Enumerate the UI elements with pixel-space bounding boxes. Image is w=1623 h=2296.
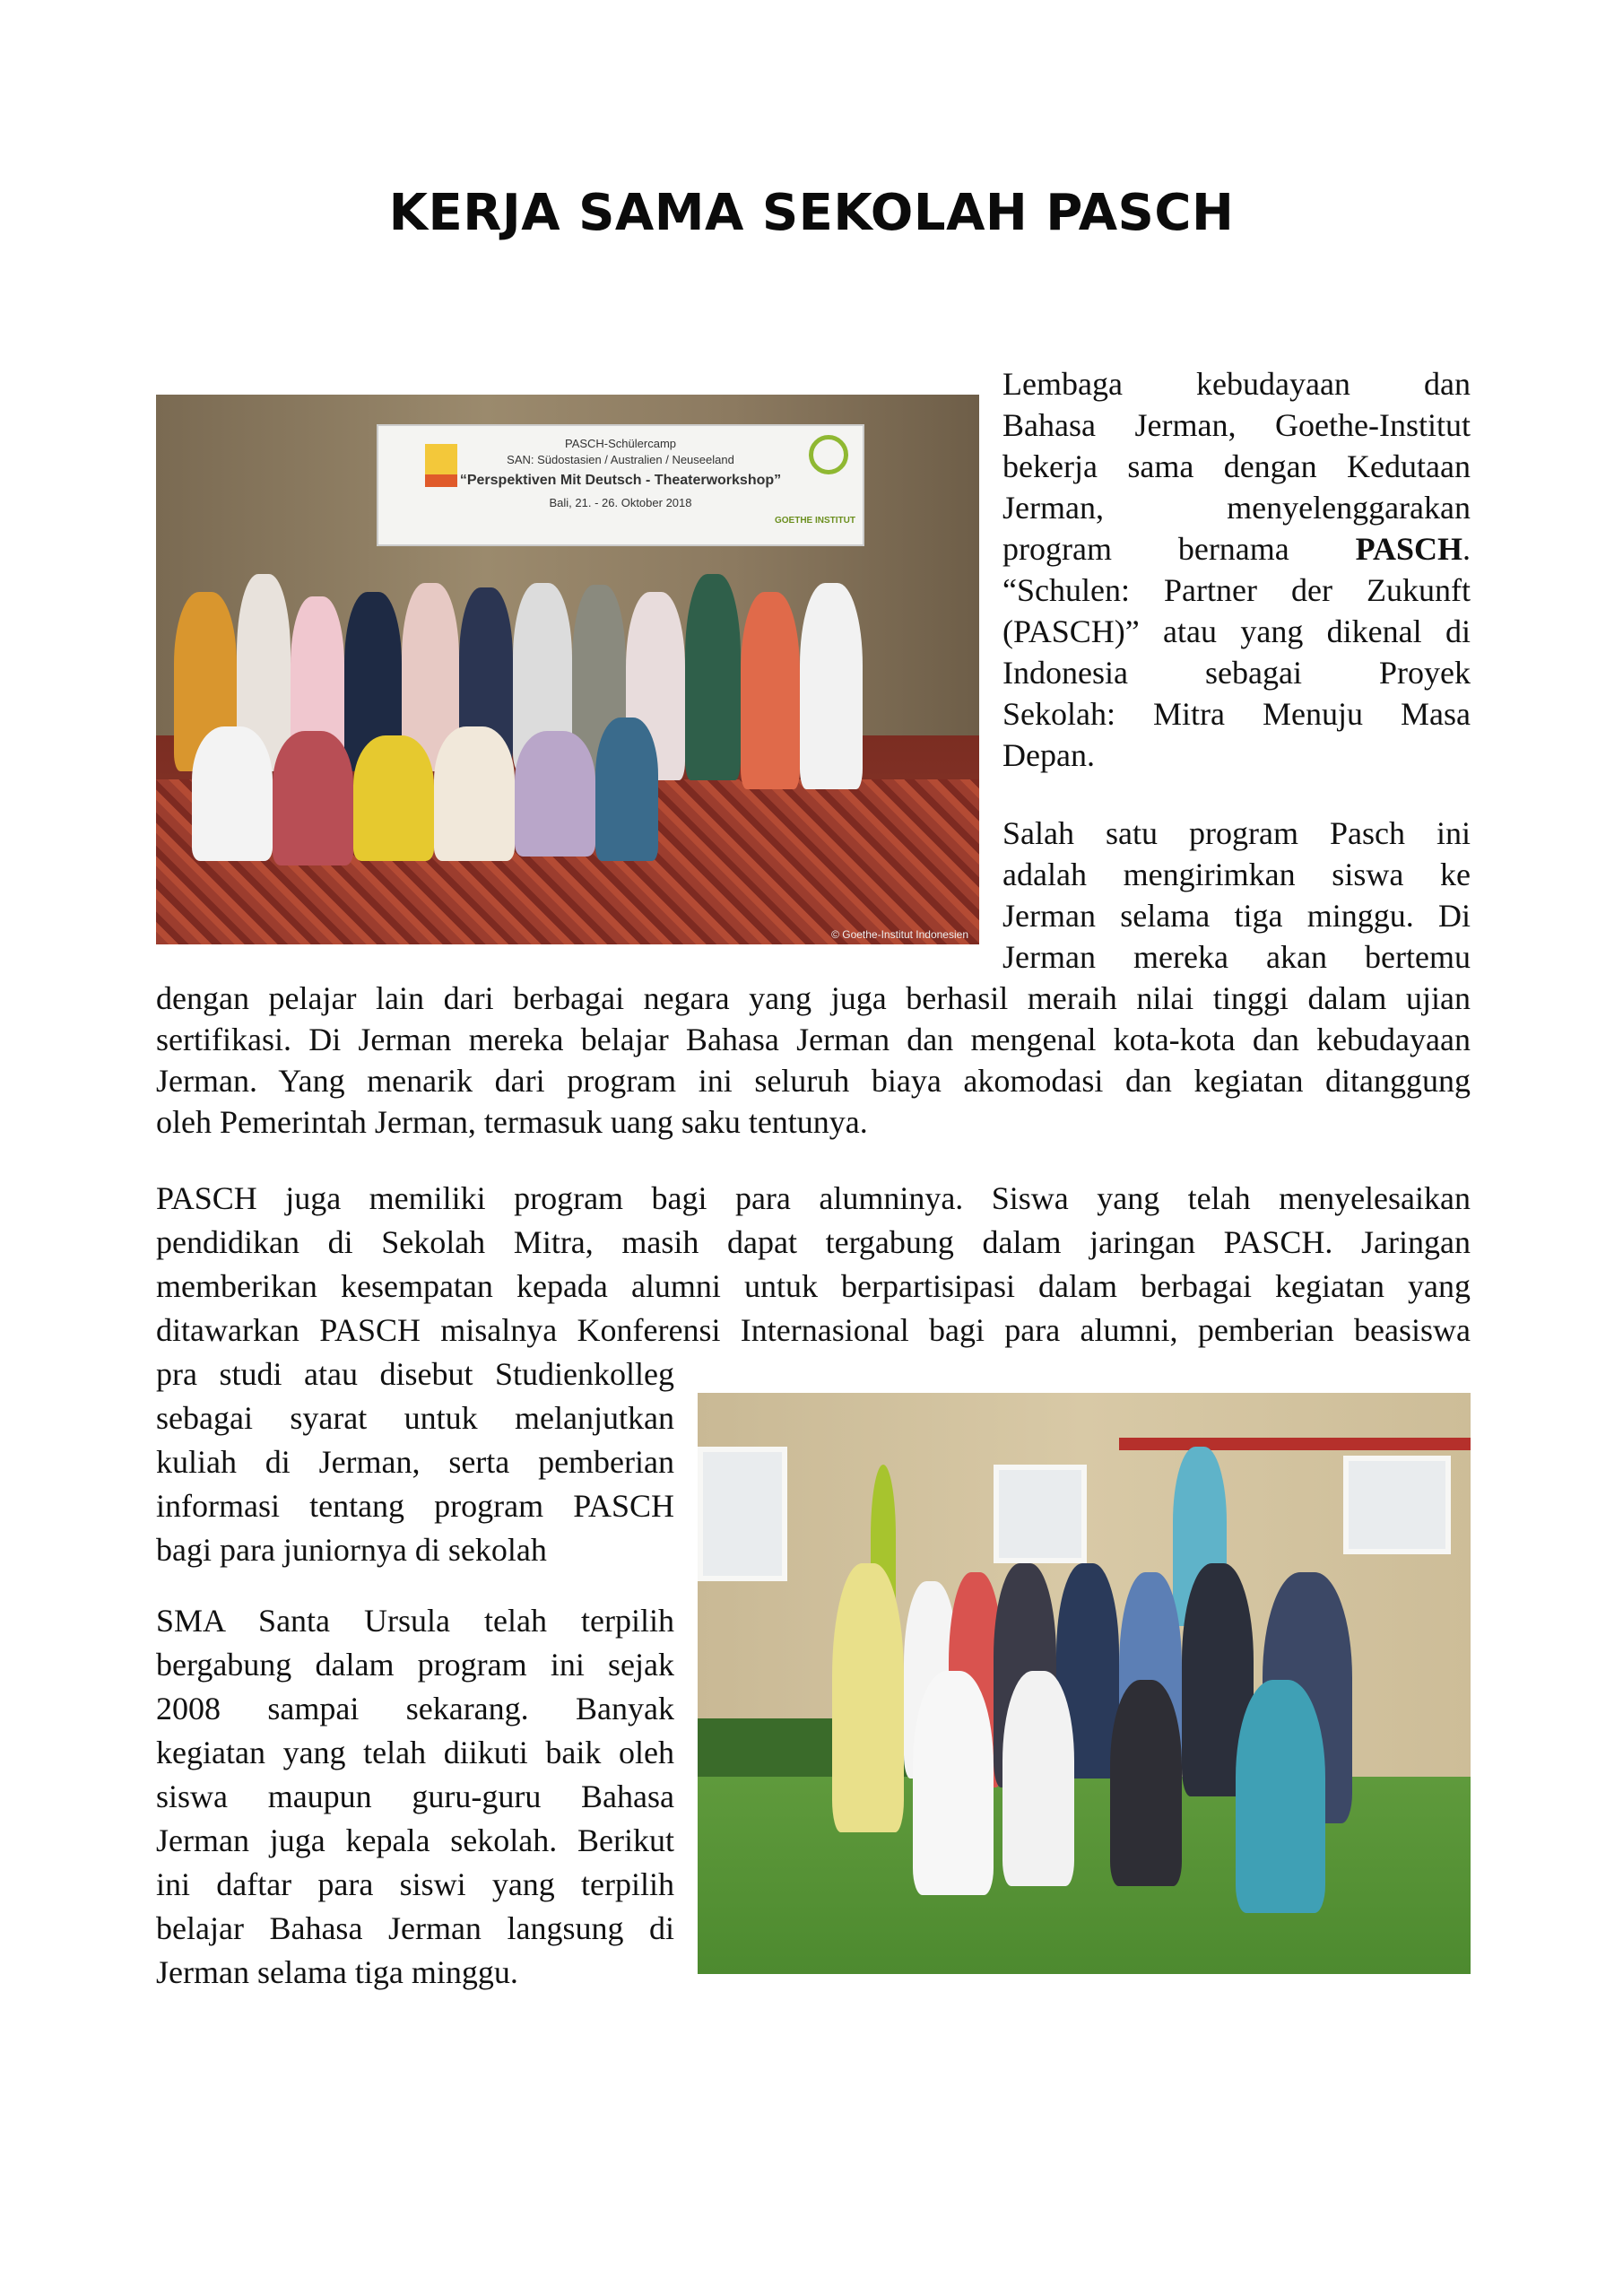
text-line: pendidikan di Sekolah Mitra, masih dapat tergabung dalam jaringan PASCH. Jaringan: [156, 1224, 1471, 1260]
text-line: Jerman juga kepala sekolah. Berikut: [156, 1822, 674, 1858]
camp-banner: [377, 424, 864, 546]
text-line: PASCH juga memiliki program bagi para alumninya. Siswa yang telah menyelesaikan: [156, 1180, 1471, 1216]
photo-people: [698, 1393, 1471, 1974]
text-line: Jerman selama tiga minggu. Di: [1002, 898, 1471, 934]
text-line: 2008 sampai sekarang. Banyak: [156, 1691, 674, 1726]
text-line: “Schulen: Partner der Zukunft: [1002, 572, 1471, 608]
person: [800, 583, 863, 789]
text-segment: .: [1462, 531, 1471, 567]
text-line: Lembaga kebudayaan dan: [1002, 366, 1471, 402]
photo-people: [165, 556, 972, 915]
text-line: informasi tentang program PASCH: [156, 1488, 674, 1524]
pasch-camp-group-photo: [156, 395, 979, 944]
person: [741, 592, 800, 789]
text-segment: program bernama: [1002, 531, 1356, 567]
text-line: belajar Bahasa Jerman langsung di: [156, 1910, 674, 1946]
text-line: sertifikasi. Di Jerman mereka belajar Bahasa Jerman dan mengenal kota-kota dan kebudayaan: [156, 1022, 1471, 1057]
santa-ursula-paragraph: [156, 1599, 674, 1995]
text-line: siswa maupun guru-guru Bahasa: [156, 1779, 674, 1814]
text-line: [1002, 528, 1471, 570]
text-line: Indonesia sebagai Proyek: [1002, 655, 1471, 691]
banner-text: Bali, 21. - 26. Oktober 2018: [549, 496, 692, 509]
goethe-logo-icon: [809, 435, 848, 474]
person: [913, 1671, 994, 1895]
intro-paragraph: [1002, 363, 1471, 776]
photo-credit: © Goethe-Institut Indonesien: [831, 928, 968, 941]
text-line: (PASCH)” atau yang dikenal di: [1002, 613, 1471, 649]
banner-text: “Perspektiven Mit Deutsch - Theaterworkshop”: [459, 473, 782, 488]
text-line: oleh Pemerintah Jerman, termasuk uang saku tentunya.: [156, 1104, 868, 1140]
person: [434, 726, 515, 861]
text-line: sebagai syarat untuk melanjutkan: [156, 1400, 674, 1436]
pasch-bold: PASCH: [1355, 531, 1462, 567]
text-line: Jerman, menyelenggarakan: [1002, 490, 1471, 526]
person: [273, 731, 353, 865]
person: [832, 1563, 904, 1832]
person: [685, 574, 741, 780]
text-line: kuliah di Jerman, serta pemberian: [156, 1444, 674, 1480]
person: [515, 731, 595, 857]
text-line: bergabung dalam program ini sejak: [156, 1647, 674, 1683]
person: [1002, 1671, 1074, 1886]
person: [1110, 1680, 1182, 1886]
garden-group-photo: [698, 1393, 1471, 1974]
text-line: memberikan kesempatan kepada alumni untuk berpartisipasi dalam berbagai kegiatan yang: [156, 1268, 1471, 1304]
text-line: dengan pelajar lain dari berbagai negara yang juga berhasil meraih nilai tinggi dalam ujian: [156, 980, 1471, 1016]
text-line: Depan.: [1002, 737, 1095, 773]
person: [353, 735, 434, 861]
banner-logo-text: GOETHE INSTITUT: [775, 516, 855, 526]
text-line: bekerja sama dengan Kedutaan: [1002, 448, 1471, 484]
text-line: ini daftar para siswi yang terpilih: [156, 1866, 674, 1902]
person: [595, 718, 658, 861]
text-line: pra studi atau disebut Studienkolleg: [156, 1356, 674, 1392]
text-line: SMA Santa Ursula telah terpilih: [156, 1603, 674, 1639]
text-line: ditawarkan PASCH misalnya Konferensi Internasional bagi para alumni, pemberian beasiswa: [156, 1312, 1471, 1348]
text-line: Jerman. Yang menarik dari program ini seluruh biaya akomodasi dan kegiatan ditanggung: [156, 1063, 1471, 1099]
text-line: Sekolah: Mitra Menuju Masa: [1002, 696, 1471, 732]
text-line: Salah satu program Pasch ini: [1002, 815, 1471, 851]
banner-text: SAN: Südostasien / Australien / Neuseeland: [507, 453, 734, 466]
text-line: Jerman mereka akan bertemu: [1002, 939, 1471, 975]
text-line: kegiatan yang telah diikuti baik oleh: [156, 1735, 674, 1770]
text-line: adalah mengirimkan siswa ke: [1002, 857, 1471, 892]
text-line: Bahasa Jerman, Goethe-Institut: [1002, 407, 1471, 443]
person: [192, 726, 273, 861]
page-title: KERJA SAMA SEKOLAH PASCH: [388, 184, 1235, 242]
person: [1236, 1680, 1325, 1913]
banner-text: PASCH-Schülercamp: [564, 437, 677, 450]
text-line: bagi para juniornya di sekolah: [156, 1532, 547, 1568]
text-line: Jerman selama tiga minggu.: [156, 1954, 518, 1990]
